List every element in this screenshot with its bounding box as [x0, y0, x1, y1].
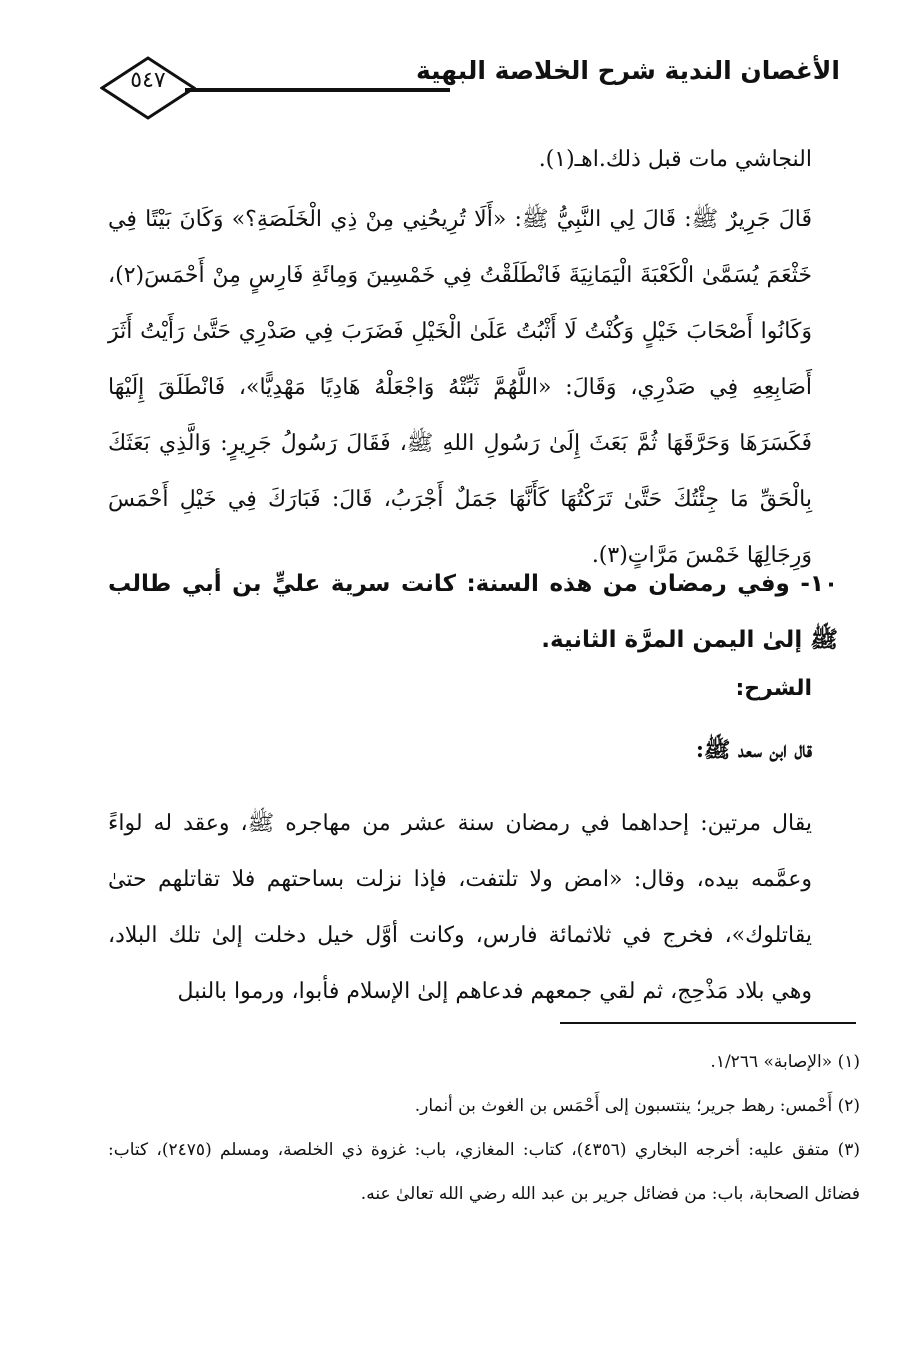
running-header-title: الأغصان الندية شرح الخلاصة البهية: [415, 56, 840, 85]
footnote-1: (١) «الإصابة» ١/٢٦٦.: [710, 1052, 860, 1072]
footnote-rule: [560, 1022, 856, 1024]
page-number: ٥٤٧: [130, 68, 166, 93]
footnote-2: (٢) أَحْمس: رهط جرير؛ ينتسبون إلى أَحْمَس بن الغوث بن أنمار.: [414, 1096, 860, 1116]
footnotes: [108, 1040, 860, 1216]
header-rule: [185, 88, 450, 92]
sharh-label: الشرح:: [735, 676, 812, 701]
paragraph-hadith-jarir: قَالَ جَرِيرٌ ﷺ: قَالَ لِي النَّبِيُّ ﷺ: «أَلَا تُرِيحُنِي مِنْ ذِي الْخَلَصَةِ؟» وَكَانَ بَيْتًا فِي خَثْعَمَ يُسَمَّىٰ الْكَعْبَةَ الْيَمَانِيَةَ فَانْطَلَقْتُ فِي خَمْسِينَ وَمِائَةِ فَارِسٍ مِنْ أَحْمَسَ(٢)، وَكَانُوا أَصْحَابَ خَيْلٍ وَكُنْتُ لَا أَثْبُتُ عَلَىٰ الْخَيْلِ فَضَرَبَ فِي صَدْرِي حَتَّىٰ رَأَيْتُ أَثَرَ أَصَابِعِهِ فِي صَدْرِي، وَقَالَ: «اللَّهُمَّ ثَبِّتْهُ وَاجْعَلْهُ هَادِيًا مَهْدِيًّا»، فَانْطَلَقَ إِلَيْهَا فَكَسَرَهَا وَحَرَّقَهَا ثُمَّ بَعَثَ إِلَىٰ رَسُولِ اللهِ ﷺ، فَقَالَ رَسُولُ جَرِيرٍ: وَالَّذِي بَعَثَكَ بِالْحَقِّ مَا جِئْتُكَ حَتَّىٰ تَرَكْتُهَا كَأَنَّهَا جَمَلٌ أَجْرَبُ، قَالَ: فَبَارَكَ فِي خَيْلِ أَحْمَسَ وَرِجَالِهَا خَمْسَ مَرَّاتٍ(٣).: [108, 207, 812, 568]
section-heading: ١٠- وفي رمضان من هذه السنة: كانت سرية عليٍّ بن أبي طالب ﷺ إلىٰ اليمن المرَّة الثانية.: [108, 571, 838, 653]
quote-intro: قال ابن سعد ﷺ:: [695, 737, 812, 763]
footnote-3: (٣) متفق عليه: أخرجه البخاري (٤٣٥٦)، كتاب: المغازي، باب: غزوة ذي الخلصة، ومسلم (٢٤٧٥)، كتاب: فضائل الصحابة، باب: من فضائل جرير بن عبد الله رضي الله تعالىٰ عنه.: [108, 1140, 860, 1204]
paragraph-ibn-saad: يقال مرتين: إحداهما في رمضان سنة عشر من مهاجره ﷺ، وعقد له لواءً وعمَّمه بيده، وقال: «امض ولا تلتفت، فإذا نزلت بساحتهم فلا تقاتلهم حتىٰ يقاتلوك»، فخرج في ثلاثمائة فارس، وكانت أوَّل خيل دخلت إلىٰ تلك البلاد، وهي بلاد مَذْحِج، ثم لقي جمعهم فدعاهم إلىٰ الإسلام فأبوا، ورموا بالنبل: [108, 811, 812, 1004]
paragraph-continuation: النجاشي مات قبل ذلك.اهـ(١).: [538, 147, 812, 172]
